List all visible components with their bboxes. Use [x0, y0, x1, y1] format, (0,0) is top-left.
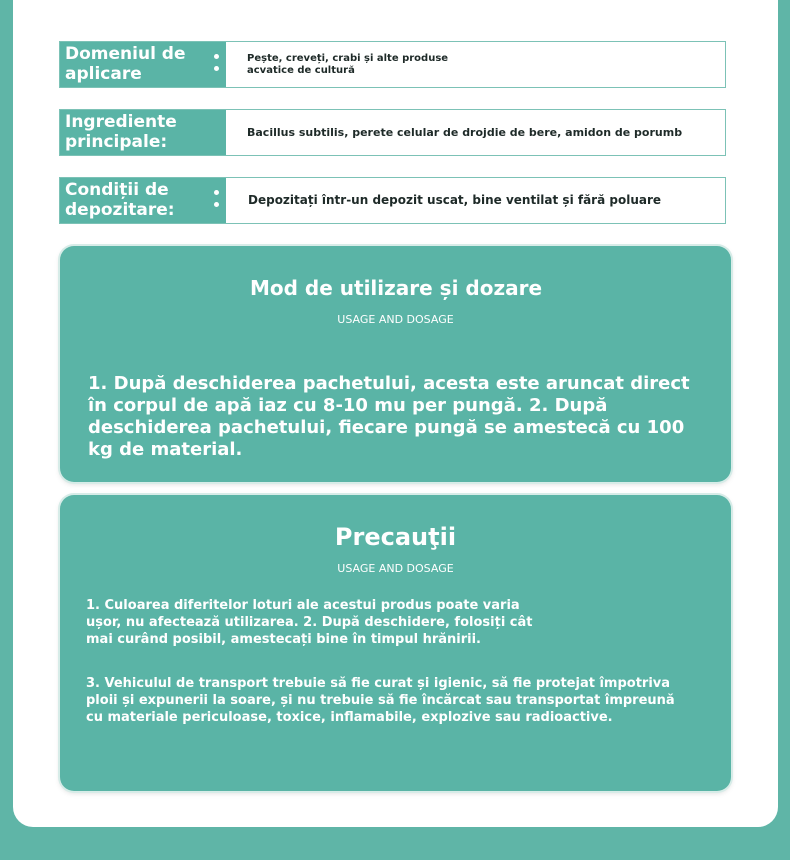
- spec-label-text: Ingrediente principale:: [65, 112, 177, 152]
- precautions-subtitle: USAGE AND DOSAGE: [337, 562, 454, 575]
- colon-icon: [214, 190, 220, 207]
- usage-panel: [60, 246, 731, 482]
- spec-row-ingredients: [59, 109, 726, 156]
- spec-label: [60, 42, 226, 87]
- colon-icon: [214, 54, 220, 71]
- spec-value-text: Depozitați într-un depozit uscat, bine ventilat și fără poluare: [248, 193, 662, 207]
- precautions-panel: [60, 495, 731, 791]
- spec-value: [248, 178, 715, 223]
- usage-subtitle: USAGE AND DOSAGE: [337, 313, 454, 326]
- usage-title: Mod de utilizare și dozare: [250, 276, 543, 300]
- spec-row-application: [59, 41, 726, 88]
- spec-value-text: Pește, creveți, crabi și alte produse acvatice de cultură: [247, 52, 449, 76]
- precautions-text-1: 1. Culoarea diferitelor loturi ale acestui produs poate varia ușor, nu afectează utilizarea. 2. După deschidere, folosiți cât mai curând posibil, amestecați bine în timpul hrănirii.: [86, 598, 533, 647]
- spec-row-storage: [59, 177, 726, 224]
- spec-label: [60, 178, 226, 223]
- spec-label: [60, 110, 226, 155]
- spec-value: [247, 42, 715, 87]
- spec-label-text: Domeniul de aplicare: [65, 44, 186, 84]
- precautions-text-2: 3. Vehiculul de transport trebuie să fie curat și igienic, să fie protejat împotriva ploii și expunerii la soare, și nu trebuie să fie încărcat sau transportat împreună cu materiale periculoase, toxice, inflamabile, explozive sau radioactive.: [86, 676, 675, 725]
- usage-text: 1. După deschiderea pachetului, acesta este aruncat direct în corpul de apă iaz cu 8-10 mu per pungă. 2. După deschiderea pachetului, fiecare pungă se amestecă cu 100 kg de material.: [88, 373, 690, 460]
- spec-value: [247, 110, 715, 155]
- precautions-title: Precauţii: [334, 523, 457, 551]
- spec-value-text: Bacillus subtilis, perete celular de drojdie de bere, amidon de porumb: [247, 126, 683, 139]
- spec-label-text: Condiții de depozitare:: [65, 180, 175, 220]
